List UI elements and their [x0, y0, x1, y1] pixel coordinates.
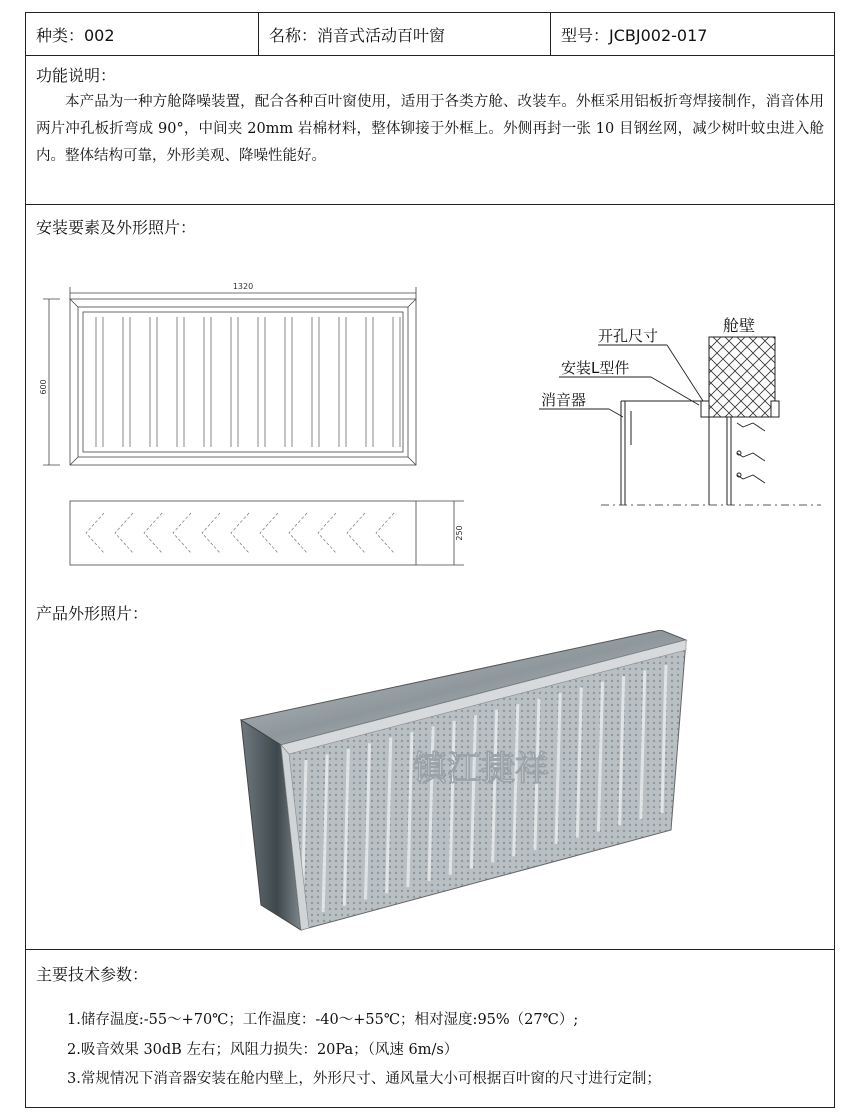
spec-item: 1.储存温度:-55～+70℃；工作温度：-40～+55℃；相对湿度:95%（27℃）;	[67, 1012, 579, 1028]
watermark: 镇江捷祥	[413, 749, 549, 789]
product-photo	[231, 630, 691, 940]
product-name-cell: 名称：消音式活动百叶窗	[259, 13, 551, 55]
install-section	[26, 205, 834, 950]
hole-size-label: 开孔尺寸	[598, 327, 659, 345]
cabin-wall-insulation	[709, 337, 775, 417]
installation-section-drawing	[501, 305, 821, 535]
photo-title: 产品外形照片：	[36, 604, 149, 623]
silencer-label: 消音器	[541, 391, 587, 409]
model-cell: 型号：JCBJ002-017	[561, 25, 708, 45]
function-section	[26, 55, 834, 205]
specs-title: 主要技术参数：	[36, 965, 149, 984]
depth-dimension-label: 250	[455, 525, 464, 541]
top-view-drawing	[66, 495, 466, 575]
cabin-wall-label: 舱壁	[723, 316, 756, 335]
spec-item: 2.吸音效果 30dB 左右；风阻力损失：20Pa；（风速 6m/s）	[67, 1042, 459, 1058]
spec-item: 3.常规情况下消音器安装在舱内壁上，外形尺寸、通风量大小可根据百叶窗的尺寸进行定制；	[67, 1071, 661, 1087]
front-view-drawing	[38, 277, 438, 477]
category-cell: 种类：002	[26, 13, 259, 55]
function-description: 本产品为一种方舱降噪装置，配合各种百叶窗使用，适用于各类方舱、改装车。外框采用铝板折弯焊接制作，消音体用两片冲孔板折弯成 90°，中间夹 20mm 岩棉材料，整体铆接于外框上。外侧再封一张 10 目钢丝网，减少树叶蚊虫进入舱内。整体结构可靠，外形美观、降噪性能好。	[36, 94, 824, 164]
datasheet	[25, 12, 835, 1108]
bracket-label: 安装L型件	[561, 359, 630, 377]
install-title: 安装要素及外形照片：	[36, 218, 197, 237]
width-dimension-label: 1320	[232, 282, 254, 291]
function-title: 功能说明：	[36, 66, 117, 85]
height-dimension-label: 600	[39, 379, 48, 395]
header-row	[26, 13, 834, 56]
specs-section	[26, 950, 834, 1109]
